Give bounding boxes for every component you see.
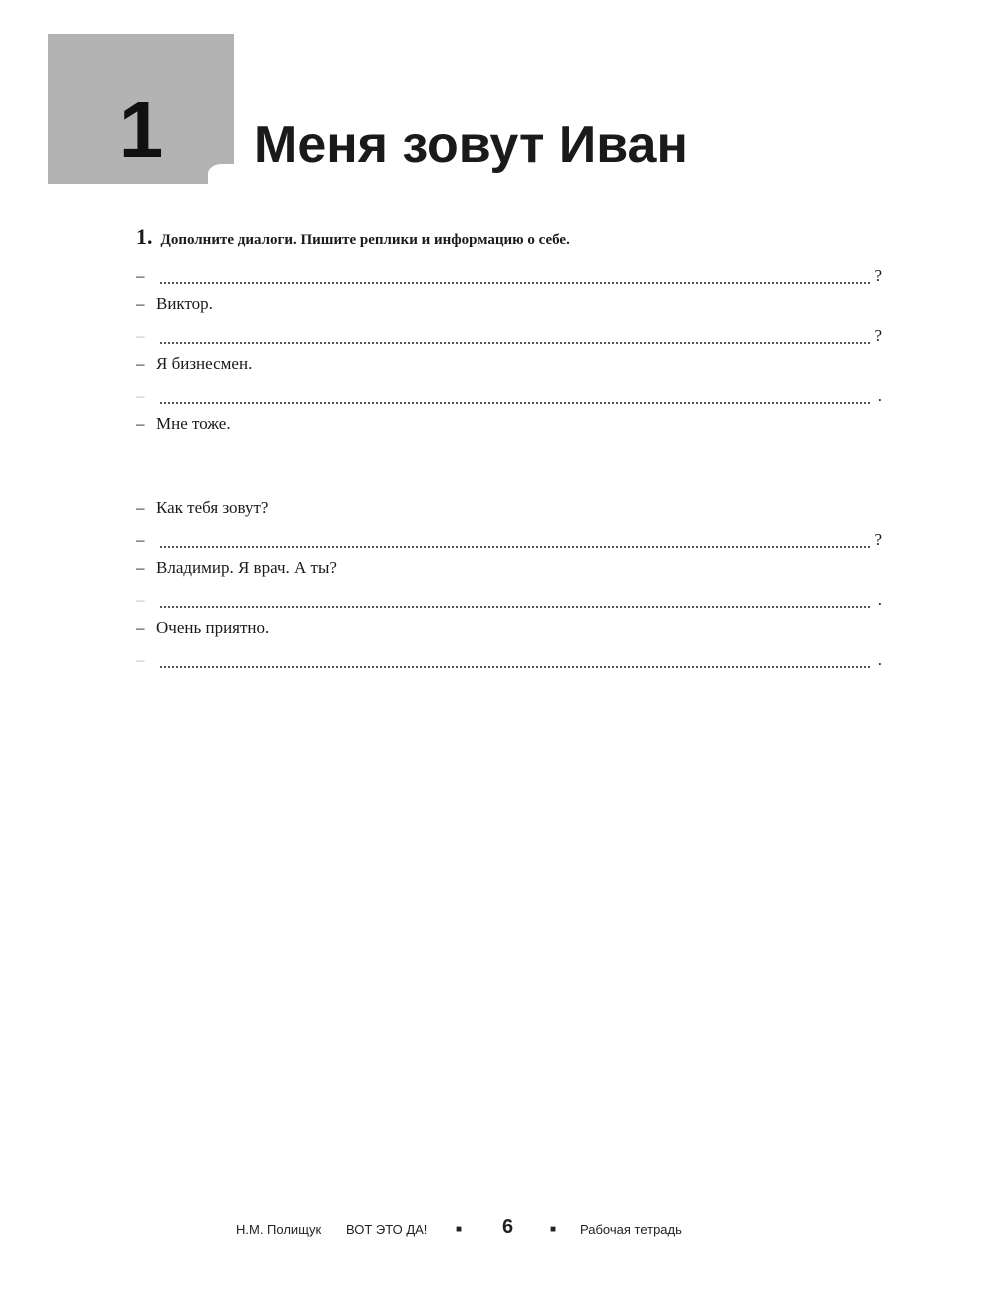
dotted-answer-line [160, 402, 870, 404]
chapter-title: Меня зовут Иван [254, 116, 688, 174]
dialog-dash: – [136, 618, 145, 637]
exercise-number: 1. [136, 224, 153, 249]
dialog-dash: – [136, 414, 145, 433]
dialog-line-viktor [136, 292, 882, 316]
chapter-box-corner-notch [208, 164, 236, 186]
dialog-text: Очень приятно. [156, 618, 270, 637]
exercise-instruction: Дополните диалоги. Пишите реплики и информацию о себе. [160, 232, 570, 248]
dialog-dash: – [136, 590, 145, 609]
dialog-dash: – [136, 354, 145, 373]
page-number: 6 [502, 1216, 514, 1238]
question-mark: ? [874, 326, 882, 345]
dialog-dash: – [136, 558, 145, 577]
answer-blank-5[interactable] [136, 588, 882, 612]
footer-author: Н.М. Полищук [236, 1222, 322, 1237]
dotted-answer-line [160, 546, 870, 548]
dialog-text: Виктор. [156, 294, 213, 313]
dotted-answer-line [160, 606, 870, 608]
answer-blank-2[interactable] [136, 324, 882, 348]
dialog-dash: – [136, 266, 145, 285]
dialog-text: Я бизнесмен. [156, 354, 253, 373]
answer-blank-6[interactable] [136, 648, 882, 672]
answer-blank-4[interactable] [136, 528, 882, 552]
dialog-line-whats-your-name [136, 496, 882, 520]
dialog-dash: – [136, 650, 145, 669]
period-mark: . [877, 650, 882, 669]
dialog-dash: – [136, 386, 145, 405]
dialog-text: Мне тоже. [156, 414, 231, 433]
dialog-line-me-too [136, 412, 882, 436]
period-mark: . [877, 590, 882, 609]
footer-bullet: ■ [456, 1224, 463, 1235]
exercise-heading [136, 224, 896, 250]
answer-blank-1[interactable] [136, 264, 882, 288]
dialog-dash: – [136, 498, 145, 517]
question-mark: ? [874, 530, 882, 549]
dotted-answer-line [160, 282, 870, 284]
answer-blank-3[interactable] [136, 384, 882, 408]
dialog-dash: – [136, 530, 145, 549]
footer-book-title: ВОТ ЭТО ДА! [346, 1222, 428, 1237]
chapter-number-box [48, 34, 234, 184]
dialog-line-businessman [136, 352, 882, 376]
chapter-number: 1 [118, 85, 164, 174]
dotted-answer-line [160, 666, 870, 668]
dialog-text: Как тебя зовут? [156, 498, 269, 517]
question-mark: ? [874, 266, 882, 285]
dialog-dash: – [136, 294, 145, 313]
dotted-answer-line [160, 342, 870, 344]
footer-bullet: ■ [550, 1224, 557, 1235]
page-footer [0, 1216, 1000, 1244]
dialog-text: Владимир. Я врач. А ты? [156, 558, 337, 577]
dialog-line-nice-to-meet [136, 616, 882, 640]
dialog-line-vladimir [136, 556, 882, 580]
footer-workbook-label: Рабочая тетрадь [580, 1222, 682, 1237]
period-mark: . [877, 386, 882, 405]
dialog-dash: – [136, 326, 145, 345]
